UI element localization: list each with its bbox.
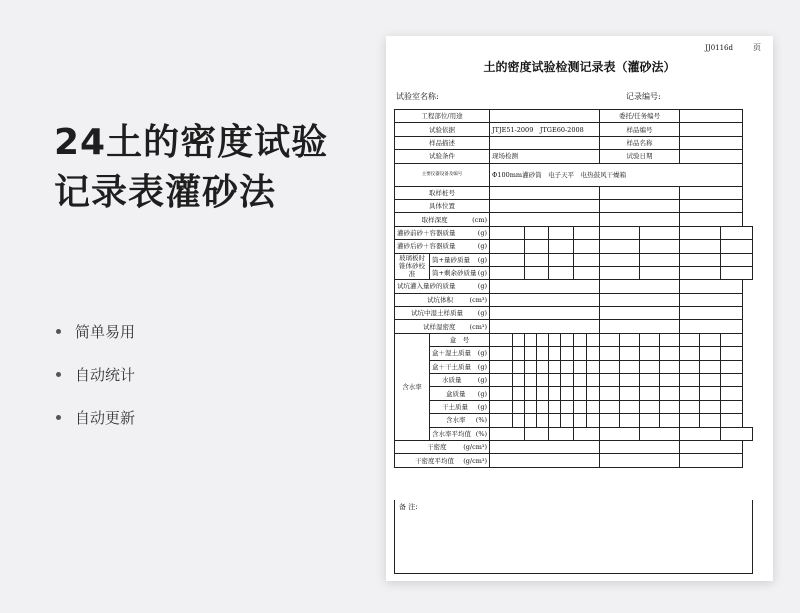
feature-item [56, 310, 135, 353]
project-label: 工程部位/用途 [395, 110, 490, 123]
dry-soil-label: 干土质量 (g) [430, 400, 490, 413]
sample-name-label: 样品名称 [600, 136, 680, 149]
form-code: JJ0116d [705, 44, 733, 52]
feature-list [56, 310, 135, 439]
box-dry-label: 盒＋干土质量 (g) [430, 360, 490, 373]
notes-box [394, 500, 753, 574]
box-no-label: 盒 号 [430, 333, 490, 346]
feature-label: 自动更新 [75, 409, 136, 427]
table-row [395, 123, 753, 136]
record-table [394, 109, 753, 468]
table-row [395, 226, 753, 239]
table-row [395, 150, 753, 163]
station-label: 取样桩号 [395, 186, 490, 199]
conditions-value: 现场检测 [490, 150, 600, 163]
document-preview [386, 36, 773, 581]
table-row [395, 454, 753, 467]
record-no-label: 记录编号: [626, 92, 661, 101]
water-mass-label: 水质量 (g) [430, 374, 490, 387]
page-label: 页 [753, 43, 761, 52]
table-row [395, 293, 753, 306]
client-label: 委托/任务编号 [600, 110, 680, 123]
sand-after-label: 灌砂后砂＋容器质量 (g) [395, 240, 490, 253]
equipment-label: 主要仪器设备及编号 [395, 163, 490, 186]
document-title: 土的密度试验检测记录表（灌砂法） [483, 60, 676, 74]
page-title [54, 118, 374, 218]
basis-label: 试验依据 [395, 123, 490, 136]
bullet-icon [56, 415, 61, 420]
table-row [395, 387, 753, 400]
wet-soil-label: 试坑中湿土样质量 (g) [395, 307, 490, 320]
calibration-row-1: 筒+量砂质量 (g) [430, 253, 490, 266]
table-row [395, 199, 753, 212]
table-row [395, 186, 753, 199]
calibration-group-label: 玻璃板时锥体砂校准 [395, 253, 430, 280]
conditions-label: 试验条件 [395, 150, 490, 163]
box-mass-label: 盒质量 (g) [430, 387, 490, 400]
table-row [395, 347, 753, 360]
table-row [395, 427, 753, 440]
lab-name-label: 试验室名称: [396, 92, 439, 101]
date-label: 试验日期 [600, 150, 680, 163]
moisture-avg-label: 含水率平均值 (%) [430, 427, 490, 440]
calibration-row-2: 筒+剩余砂质量 (g) [430, 266, 490, 279]
bullet-icon [56, 372, 61, 377]
sand-in-hole-label: 试坑灌入量砂的质量 (g) [395, 280, 490, 293]
bullet-icon [56, 329, 61, 334]
sand-before-label: 灌砂前砂＋容器质量 (g) [395, 226, 490, 239]
dry-density-label: 干密度 (g/cm³) [395, 440, 490, 453]
feature-label: 自动统计 [75, 366, 136, 384]
title-line-1: 24土的密度试验 [54, 122, 329, 163]
notes-label: 备 注: [399, 503, 418, 511]
wet-density-label: 试样湿密度 (cm³) [395, 320, 490, 333]
title-line-2: 记录表灌砂法 [54, 172, 277, 213]
table-row [395, 374, 753, 387]
table-row [395, 333, 753, 346]
table-row [395, 253, 753, 266]
feature-label: 简单易用 [75, 323, 136, 341]
basis-value: JTJE51-2009 JTGE60-2008 [490, 123, 600, 136]
dry-density-avg-label: 干密度平均值 (g/cm³) [395, 454, 490, 467]
equipment-value: Φ100mm灌砂筒 电子天平 电热鼓风干燥箱 [490, 163, 743, 186]
table-row [395, 163, 753, 186]
table-row [395, 400, 753, 413]
sample-no-label: 样品编号 [600, 123, 680, 136]
hole-volume-label: 试坑体积 (cm³) [395, 293, 490, 306]
table-row [395, 110, 753, 123]
depth-label: 取样深度 (cm) [395, 213, 490, 226]
table-row [395, 240, 753, 253]
table-row [395, 414, 753, 427]
table-row [395, 360, 753, 373]
table-row [395, 440, 753, 453]
moisture-group-label: 含水率 [395, 333, 430, 440]
moisture-label: 含水率 (%) [430, 414, 490, 427]
table-row [395, 307, 753, 320]
table-row [395, 280, 753, 293]
table-row [395, 213, 753, 226]
table-row [395, 266, 753, 279]
feature-item [56, 353, 135, 396]
table-row [395, 320, 753, 333]
box-wet-label: 盒＋湿土质量 (g) [430, 347, 490, 360]
table-row [395, 136, 753, 149]
sample-desc-label: 样品描述 [395, 136, 490, 149]
feature-item [56, 396, 135, 439]
position-label: 具体位置 [395, 199, 490, 212]
